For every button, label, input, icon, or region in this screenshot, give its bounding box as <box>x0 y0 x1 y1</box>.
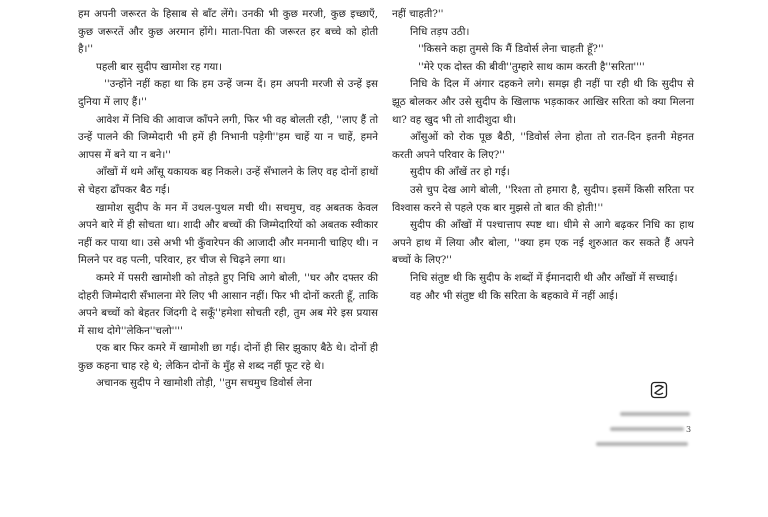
paragraph: निधि संतुष्ट थी कि सुदीप के शब्दों में ईमानदारी थी और आँखों में सच्चाई। <box>410 271 678 284</box>
paragraph: आँखों में थमे आँसू यकायक बह निकले। उन्हें सँभालने के लिए वह दोनों हाथों से चेहरा ढाँपकर बैठ गई। <box>78 166 378 196</box>
paragraph: ''किसने कहा तुमसे कि मैं डिवोर्स लेना चाहती हूँ?'' <box>418 43 604 56</box>
paragraph: निधि तड़प उठी। <box>410 25 470 38</box>
paragraph: खामोश सुदीप के मन में उथल-पुथल मची थी। सचमुच, वह अबतक केवल अपने बारे में ही सोचता था। शादी और बच्चों की जिम्मेदारियों को अबतक स्वीकार नहीं कर पाया था। उसे अभी भी कुँवारेपन की आजादी और मनमानी चाहिए थी। न मिलने पर वह पत्नी, परिवार, हर चीज से चिढ़ने लगा था। <box>78 201 378 267</box>
paragraph: ''उन्होंने नहीं कहा था कि हम उन्हें जन्म दें। हम अपनी मरजी से उन्हें इस दुनिया में लाए हैं।'' <box>78 78 378 108</box>
paragraph: सुदीप की आँखें तर हो गई। <box>410 166 510 179</box>
paragraph: सुदीप की आँखों में पश्चात्ताप स्पष्ट था। धीमे से आगे बढ़कर निधि का हाथ अपने हाथ में लिया और बोला, ''क्या हम एक नई शुरुआत कर सकते हैं अपने बच्चों के लिए?'' <box>392 219 694 267</box>
paragraph: एक बार फिर कमरे में खामोशी छा गई। दोनों ही सिर झुकाए बैठे थे। दोनों ही कुछ कहना चाह रहे थे; लेकिन दोनों के मुँह से शब्द नहीं फूट रहे थे। <box>78 342 378 372</box>
paragraph: नहीं चाहती?'' <box>392 8 444 20</box>
paragraph: वह और भी संतुष्ट थी कि सरिता के बहकावे में नहीं आई। <box>410 289 618 302</box>
paragraph: निधि के दिल में अंगार दहकने लगे। समझ ही नहीं पा रही थी कि सुदीप से झूठ बोलकर और उसे सुदीप के खिलाफ भड़काकर आखिर सरिता को क्या मिलना था? वह खुद भी तो शादीशुदा थी। <box>392 78 694 126</box>
left-column <box>78 6 378 393</box>
author-byline-redacted <box>596 412 696 457</box>
byline-digit: 3 <box>686 425 692 434</box>
redacted-line <box>620 412 690 416</box>
paragraph: कमरे में पसरी खामोशी को तोड़ते हुए निधि आगे बोली, ''घर और दफ्तर की दोहरी जिम्मेदारी सँभालना मेरे लिए भी आसान नहीं। फिर भी दोनों करती हूँ, ताकि अपने बच्चों को बेहतर जिंदगी दे सकूँ''हमेशा सोचती रही, तुम अब मेरे इस प्रयास में साथ दोगे''लेकिन''चलो'''' <box>78 271 378 337</box>
right-column <box>392 6 694 305</box>
paragraph: आँसुओं को रोक पूछ बैठी, ''डिवोर्स लेना होता तो रात-दिन इतनी मेहनत करती अपने परिवार के लिए?'' <box>392 131 694 161</box>
story-end-emblem-icon <box>650 381 668 399</box>
paragraph: आवेश में निधि की आवाज काँपने लगी, फिर भी वह बोलती रही, ''लाए हैं तो उन्हें पालने की जिम्मेदारी भी हमें ही निभानी पड़ेगी''हम चाहें या न चाहें, हमने आपस में बने या न बने।'' <box>78 113 378 161</box>
paragraph: अचानक सुदीप ने खामोशी तोड़ी, ''तुम सचमुच डिवोर्स लेना <box>96 377 312 390</box>
paragraph: उसे चुप देख आगे बोली, ''रिश्ता तो हमारा है, सुदीप। इसमें किसी सरिता पर विश्वास करने से पहले एक बार मुझसे तो बात की होती!'' <box>392 183 694 214</box>
redacted-line <box>596 442 688 446</box>
paragraph: हम अपनी जरूरत के हिसाब से बाँट लेंगे। उनकी भी कुछ मरजी, कुछ इच्छाएँ, कुछ जरूरतें और कुछ अरमान होंगे। माता-पिता की जरूरत हर बच्चे को होती है।'' <box>78 8 378 56</box>
paragraph: ''मेरे एक दोस्त की बीवी''तुम्हारे साथ काम करती है''सरिता'''' <box>418 60 645 73</box>
paragraph: पहली बार सुदीप खामोश रह गया। <box>96 60 222 73</box>
redacted-line <box>610 427 684 431</box>
